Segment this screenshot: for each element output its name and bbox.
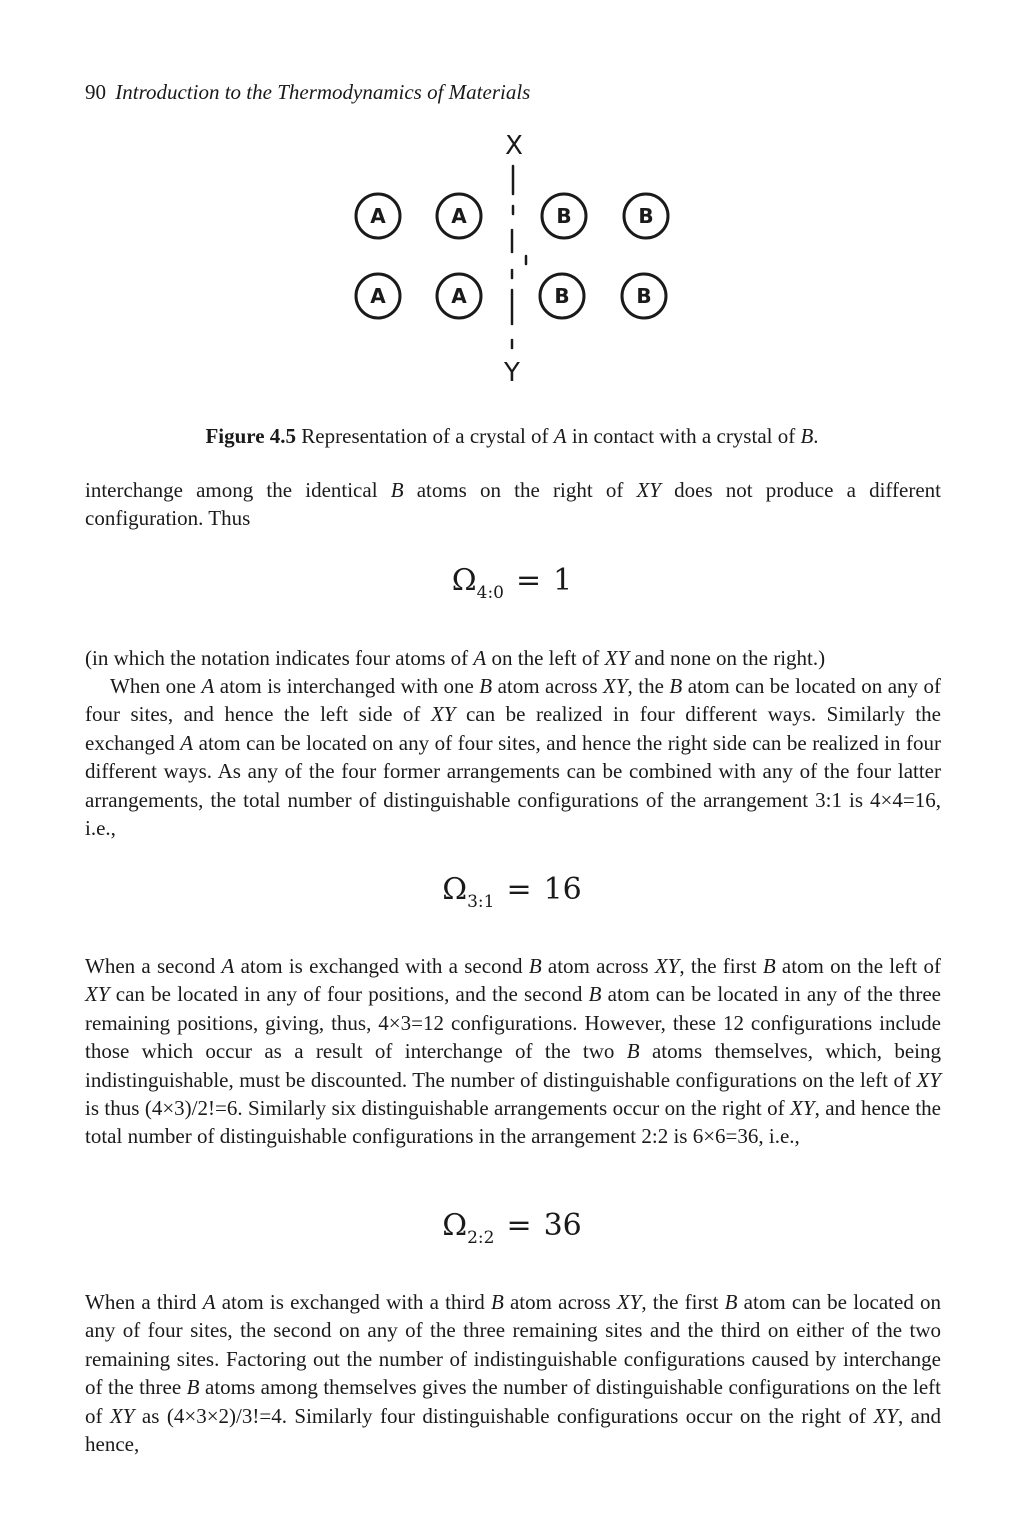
caption-text: Representation of a crystal of A in contact with a crystal of B.	[301, 424, 819, 448]
svg-text:B: B	[638, 204, 654, 228]
atom-b	[622, 274, 666, 318]
equation-omega-4-0	[0, 563, 1024, 603]
running-head	[85, 80, 530, 105]
equals-sign: =	[506, 1208, 532, 1243]
omega-subscript: 4:0	[476, 583, 504, 603]
paragraph-3: When one A atom is interchanged with one B atom across XY, the B atom can be located on any of four sites, and hence the left side of XY can be realized in four different ways. Similarly the exchanged A atom can be located on any of four sites, and hence the right side can be realized in four different ways. As any of the four former arrangements can be combined with any of the four latter arrangements, the total number of distinguishable configurations of the arrangement 3:1 is 4×4=16, i.e.,	[85, 674, 942, 841]
paragraph-5: When a third A atom is exchanged with a third B atom across XY, the first B atom can be located on any of four sites, the second on any of the three remaining sites and the third on either of the two remaining sites. Factoring out the number of indistinguishable configurations caused by interchange of the three B atoms among themselves gives the number of distinguishable configurations on the left of XY as (4×3×2)/3!=4. Similarly four distinguishable configurations occur on the right of XY, and hence,	[85, 1290, 942, 1457]
omega-value: 16	[543, 872, 582, 907]
axis-label-x: X	[505, 131, 523, 161]
atom-b	[542, 194, 586, 238]
boundary-line-xy	[512, 166, 526, 348]
atom-a	[437, 194, 481, 238]
svg-text:A: A	[370, 284, 386, 308]
atom-b	[540, 274, 584, 318]
page-number: 90	[85, 80, 106, 104]
paragraph-4: When a second A atom is exchanged with a second B atom across XY, the first B atom on the left of XY can be located in any of four positions, and the second B atom can be located in any of the three remaining positions, giving, thus, 4×3=12 configurations. However, these 12 configurations include those which occur as a result of interchange of the two B atoms themselves, which, being indistinguishable, must be discounted. The number of distinguishable configurations on the left of XY is thus (4×3)/2!=6. Similarly six distinguishable arrangements occur on the right of XY, and hence the total number of distinguishable configurations in the arrangement 2:2 is 6×6=36, i.e.,	[85, 954, 941, 1149]
svg-text:B: B	[554, 284, 570, 308]
atom-a	[356, 274, 400, 318]
atom-b	[624, 194, 668, 238]
book-title: Introduction to the Thermodynamics of Materials	[115, 80, 531, 104]
svg-text:B: B	[556, 204, 572, 228]
figure-number: Figure 4.5	[205, 424, 297, 448]
svg-text:A: A	[370, 204, 386, 228]
equals-sign: =	[516, 563, 542, 598]
atom-a	[437, 274, 481, 318]
equation-omega-2-2	[0, 1208, 1024, 1248]
figure-caption	[0, 424, 1024, 449]
omega-subscript: 3:1	[467, 892, 495, 912]
omega-subscript: 2:2	[467, 1228, 495, 1248]
axis-label-y: Y	[504, 358, 520, 388]
omega-symbol: Ω	[442, 1208, 468, 1243]
paragraph-1: interchange among the identical B atoms on the right of XY does not produce a different configuration. Thus	[85, 478, 941, 531]
equals-sign: =	[506, 872, 532, 907]
svg-text:B: B	[636, 284, 652, 308]
omega-value: 36	[543, 1208, 582, 1243]
svg-text:A: A	[451, 284, 467, 308]
svg-text:A: A	[451, 204, 467, 228]
equation-omega-3-1	[0, 872, 1024, 912]
crystal-diagram	[340, 130, 690, 390]
atom-a	[356, 194, 400, 238]
omega-value: 1	[553, 563, 573, 598]
omega-symbol: Ω	[451, 563, 477, 598]
crystal-figure	[340, 130, 690, 390]
omega-symbol: Ω	[442, 872, 468, 907]
paragraph-2: (in which the notation indicates four atoms of A on the left of XY and none on the right.)	[85, 646, 826, 670]
